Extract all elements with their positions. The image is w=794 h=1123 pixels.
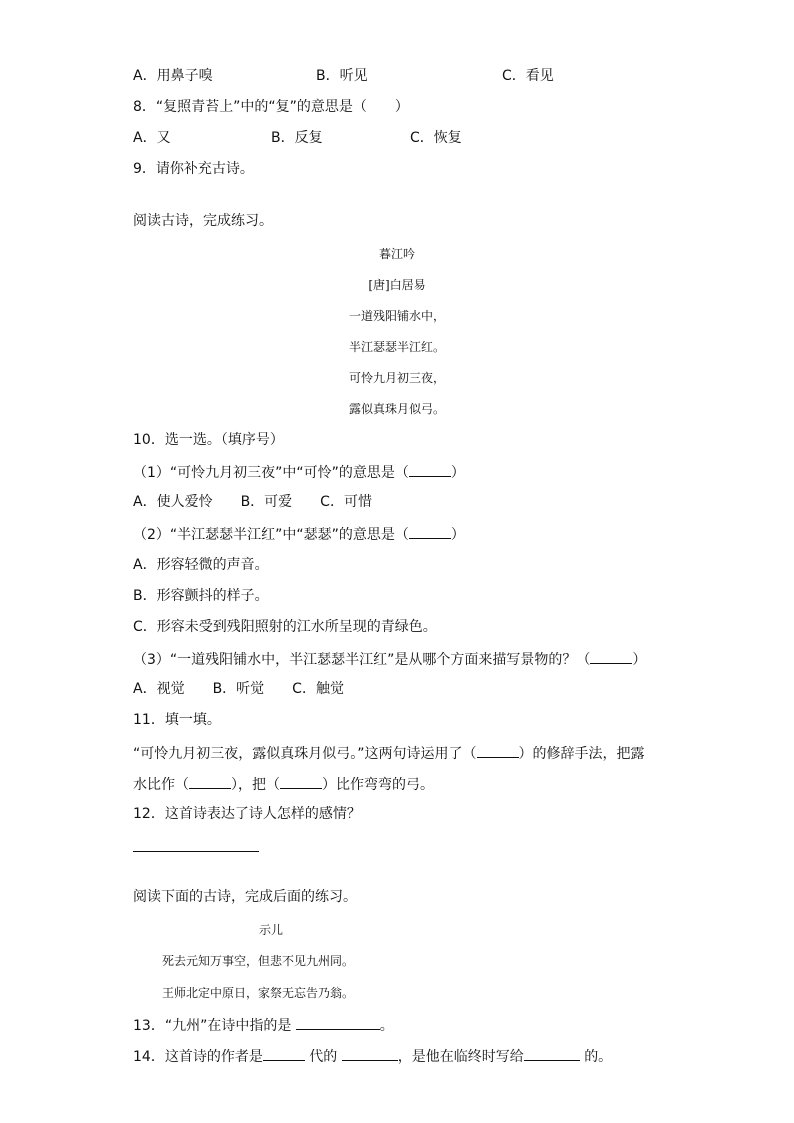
q14 <box>133 1046 612 1066</box>
q14-part-a: 14．这首诗的作者是 <box>133 1049 263 1065</box>
q11-stem: 11．填一填。 <box>133 712 221 728</box>
q8-option-a: A．又 <box>133 130 171 146</box>
q14-part-c: ，是他在临终时写给 <box>397 1049 524 1065</box>
q8-option-c: C．恢复 <box>410 130 462 146</box>
q11-blank-dew[interactable] <box>189 774 231 789</box>
q11-line2-a: 水比作（ <box>133 777 189 793</box>
poem1-line-2: 半江瑟瑟半江红。 <box>348 340 445 354</box>
q12-stem: 12．这首诗表达了诗人怎样的感情？ <box>133 806 361 822</box>
poem1-line-4: 露似真珠月似弓。 <box>348 402 445 416</box>
q11-blank-object[interactable] <box>280 774 322 789</box>
q10-sub2-blank[interactable] <box>409 524 451 539</box>
q11-line2-c: ）比作弯弯的弓。 <box>322 777 434 793</box>
q10-stem: 10．选一选。（填序号） <box>133 432 284 448</box>
poem1-line-3: 可怜九月初三夜， <box>348 371 445 385</box>
q10-sub3-prefix: （3）“一道残阳铺水中，半江瑟瑟半江红”是从哪个方面来描写景物的？（ <box>133 652 591 668</box>
q11-blank-rhetoric[interactable] <box>477 743 519 758</box>
q10-sub1 <box>133 462 465 482</box>
q7-option-c: C．看见 <box>502 68 554 84</box>
poem1-line-1: 一道残阳铺水中， <box>348 309 445 323</box>
q10-sub3-options: A．视觉 B．听觉 C．触觉 <box>133 681 344 697</box>
q10-sub2-option-b: B．形容颤抖的样子。 <box>133 588 269 604</box>
q12-answer-line[interactable] <box>133 851 259 852</box>
q11-line2-b: ），把（ <box>231 777 280 793</box>
poem2-line-1: 死去元知万事空，但悲不见九州同。 <box>162 954 355 968</box>
q7-option-a: A．用鼻子嗅 <box>133 68 213 84</box>
q10-sub2-suffix: ） <box>450 527 465 543</box>
poem1-title: 暮江吟 <box>378 247 415 261</box>
q14-blank-recipient[interactable] <box>524 1046 580 1061</box>
q14-part-b: 代的 <box>309 1049 338 1065</box>
q11-line-2 <box>133 774 434 794</box>
reading1-intro: 阅读古诗，完成练习。 <box>133 213 273 229</box>
q10-sub2-option-c: C．形容未受到残阳照射的江水所呈现的青绿色。 <box>133 619 437 635</box>
q9-stem: 9．请你补充古诗。 <box>133 161 254 177</box>
q13-suffix: 。 <box>379 1018 394 1034</box>
q13 <box>133 1015 394 1035</box>
reading2-intro: 阅读下面的古诗，完成后面的练习。 <box>133 889 357 905</box>
q10-sub2 <box>133 524 465 544</box>
poem1-author: [唐]白居易 <box>368 278 426 292</box>
q14-blank-author[interactable] <box>342 1046 398 1061</box>
q10-sub3-blank[interactable] <box>590 649 632 664</box>
poem2-title: 示儿 <box>259 923 284 937</box>
q11-line1-a: “可怜九月初三夜，露似真珠月似弓。”这两句诗运用了（ <box>133 746 477 762</box>
q10-sub2-option-a: A．形容轻微的声音。 <box>133 557 269 573</box>
q13-blank[interactable] <box>296 1015 380 1030</box>
q10-sub1-suffix: ） <box>450 465 465 481</box>
q8-option-b: B．反复 <box>271 130 323 146</box>
q8-stem: 8．“复照青苔上”中的“复”的意思是（ ） <box>133 99 409 115</box>
q10-sub1-options: A．使人爱怜 B．可爱 C．可惜 <box>133 494 372 510</box>
q10-sub2-prefix: （2）“半江瑟瑟半江红”中“瑟瑟”的意思是（ <box>133 527 409 543</box>
q10-sub3 <box>133 649 646 669</box>
poem2-line-2: 王师北定中原日，家祭无忘告乃翁。 <box>162 986 355 1000</box>
q14-blank-dynasty[interactable] <box>263 1046 305 1061</box>
q13-prefix: 13．“九州”在诗中指的是 <box>133 1018 292 1034</box>
q14-part-d: 的。 <box>584 1049 613 1065</box>
q10-sub1-prefix: （1）“可怜九月初三夜”中“可怜”的意思是（ <box>133 465 409 481</box>
q10-sub3-suffix: ） <box>632 652 647 668</box>
q10-sub1-blank[interactable] <box>409 462 451 477</box>
q11-line-1 <box>133 743 645 763</box>
q7-option-b: B．听见 <box>316 68 368 84</box>
q11-line1-b: ）的修辞手法，把露 <box>518 746 645 762</box>
